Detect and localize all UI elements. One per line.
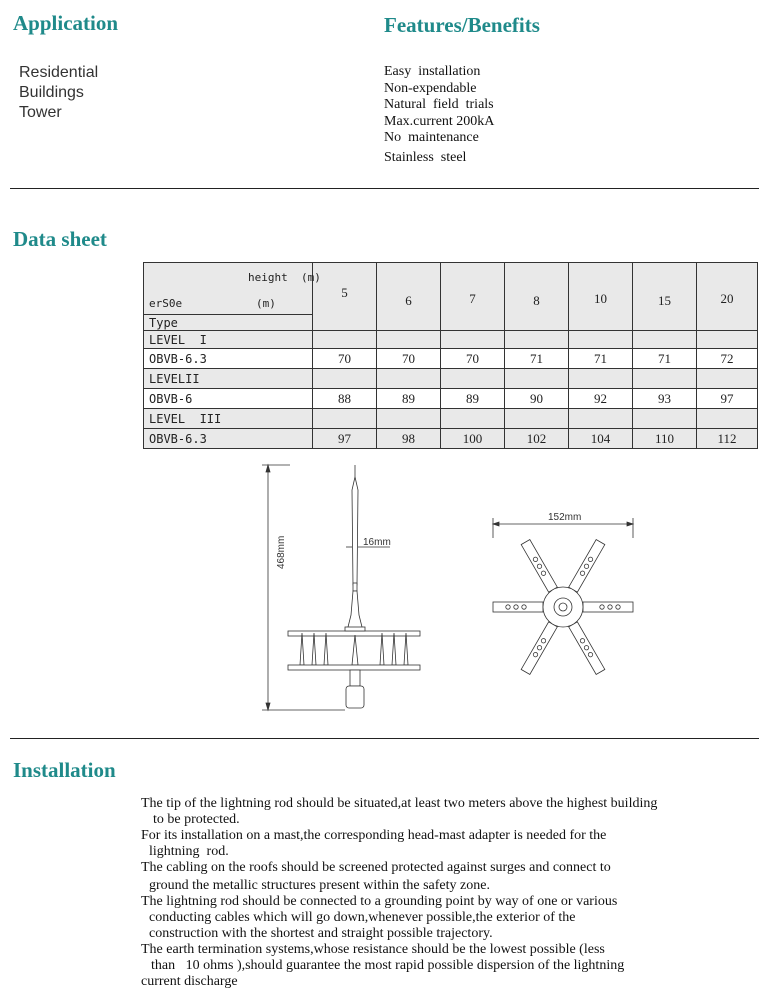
table-cell (313, 409, 377, 429)
installation-line: The lightning rod should be connected to a grounding point by way of one or various (141, 894, 618, 909)
application-heading: Application (13, 11, 119, 35)
row-label: LEVELII (144, 369, 313, 389)
row-label: OBVB-6.3 (144, 429, 313, 449)
table-row (144, 429, 758, 449)
table-cell: 93 (633, 389, 697, 409)
table-cell: 92 (569, 389, 633, 409)
table-cell (697, 409, 758, 429)
row-label: OBVB-6.3 (144, 349, 313, 369)
installation-line: current discharge (141, 974, 238, 989)
height-col-7: 7 (441, 263, 505, 331)
installation-line: conducting cables which will go down,whenever possible,the exterior of the (149, 910, 576, 925)
feature-item: Non-expendable (384, 80, 477, 96)
table-row (144, 349, 758, 369)
installation-heading: Installation (13, 758, 116, 782)
datasheet-table (143, 262, 758, 449)
installation-line: For its installation on a mast,the corresponding head-mast adapter is needed for the (141, 828, 607, 843)
features-list (384, 64, 494, 166)
row-label: OBVB-6 (144, 389, 313, 409)
feature-item: Easy installation (384, 64, 481, 79)
tip-dimension-label: 16mm (363, 537, 391, 548)
table-cell (441, 409, 505, 429)
table-cell: 89 (377, 389, 441, 409)
table-cell: 71 (633, 349, 697, 369)
row-label: LEVEL III (144, 409, 313, 429)
table-cell (377, 369, 441, 389)
table-cell (505, 331, 569, 349)
feature-item: No maintenance (384, 130, 479, 145)
table-cell: 71 (505, 349, 569, 369)
table-cell (377, 409, 441, 429)
table-cell: 97 (697, 389, 758, 409)
table-cell: 98 (377, 429, 441, 449)
table-cell (569, 409, 633, 429)
table-cell (313, 369, 377, 389)
table-row (144, 389, 758, 409)
installation-line: The tip of the lightning rod should be situated,at least two meters above the highest building (141, 796, 658, 811)
installation-line: The cabling on the roofs should be screened protected against surges and connect to (141, 860, 611, 875)
section-divider (10, 188, 759, 189)
table-row (144, 369, 758, 389)
installation-line: ground the metallic structures present within the safety zone. (149, 878, 490, 893)
table-cell: 89 (441, 389, 505, 409)
feature-item: Max.current 200kA (384, 113, 495, 129)
feature-item: Natural field trials (384, 97, 494, 112)
features-heading: Features/Benefits (384, 13, 540, 37)
table-cell (697, 369, 758, 389)
installation-line: lightning rod. (149, 844, 229, 859)
height-label: height (m) (248, 271, 321, 284)
table-cell (441, 369, 505, 389)
row-label: LEVEL I (144, 331, 313, 349)
table-cell: 110 (633, 429, 697, 449)
table-cell (569, 369, 633, 389)
application-item: Tower (19, 104, 62, 121)
table-cell: 70 (377, 349, 441, 369)
table-row (144, 331, 758, 349)
height-col-8: 8 (505, 263, 569, 331)
table-cell: 100 (441, 429, 505, 449)
section-divider (10, 738, 759, 739)
table-cell: 72 (697, 349, 758, 369)
installation-line: than 10 ohms ),should guarantee the most rapid possible dispersion of the lightning (151, 958, 625, 973)
installation-text (141, 796, 751, 990)
height-col-15: 15 (633, 263, 697, 331)
unit-label: (m) (256, 297, 276, 310)
table-cell (441, 331, 505, 349)
table-cell (633, 369, 697, 389)
table-cell: 90 (505, 389, 569, 409)
table-cell (569, 331, 633, 349)
table-cell: 104 (569, 429, 633, 449)
datasheet-heading: Data sheet (13, 227, 107, 251)
table-cell: 71 (569, 349, 633, 369)
installation-line: construction with the shortest and straight possible trajectory. (149, 926, 493, 941)
table-cell (633, 409, 697, 429)
table-cell: 70 (313, 349, 377, 369)
height-col-20: 20 (697, 263, 758, 331)
table-cell: 112 (697, 429, 758, 449)
model-label: erS0e (149, 297, 183, 310)
application-list (19, 63, 98, 123)
type-label: Type (144, 315, 313, 331)
span-dimension-label: 152mm (548, 512, 582, 523)
table-cell: 102 (505, 429, 569, 449)
height-col-6: 6 (377, 263, 441, 331)
lightning-rod-top-drawing (488, 508, 638, 678)
table-cell: 88 (313, 389, 377, 409)
table-cell: 70 (441, 349, 505, 369)
table-cell (313, 331, 377, 349)
application-item: Buildings (19, 84, 84, 101)
installation-line: The earth termination systems,whose resistance should be the lowest possible (less (141, 942, 605, 957)
application-item: Residential (19, 64, 99, 81)
height-col-10: 10 (569, 263, 633, 331)
lightning-rod-side-drawing (250, 455, 430, 720)
table-cell (697, 331, 758, 349)
table-row (144, 409, 758, 429)
installation-line: to be protected. (153, 812, 240, 827)
table-cell (505, 409, 569, 429)
table-header-row (144, 263, 758, 315)
feature-item: Stainless steel (384, 149, 467, 165)
table-cell (633, 331, 697, 349)
table-cell (505, 369, 569, 389)
height-dimension-label: 468mm (276, 535, 287, 569)
height-col-5: 5 (313, 263, 377, 331)
table-cell: 97 (313, 429, 377, 449)
table-cell (377, 331, 441, 349)
header-corner-cell (144, 263, 321, 315)
